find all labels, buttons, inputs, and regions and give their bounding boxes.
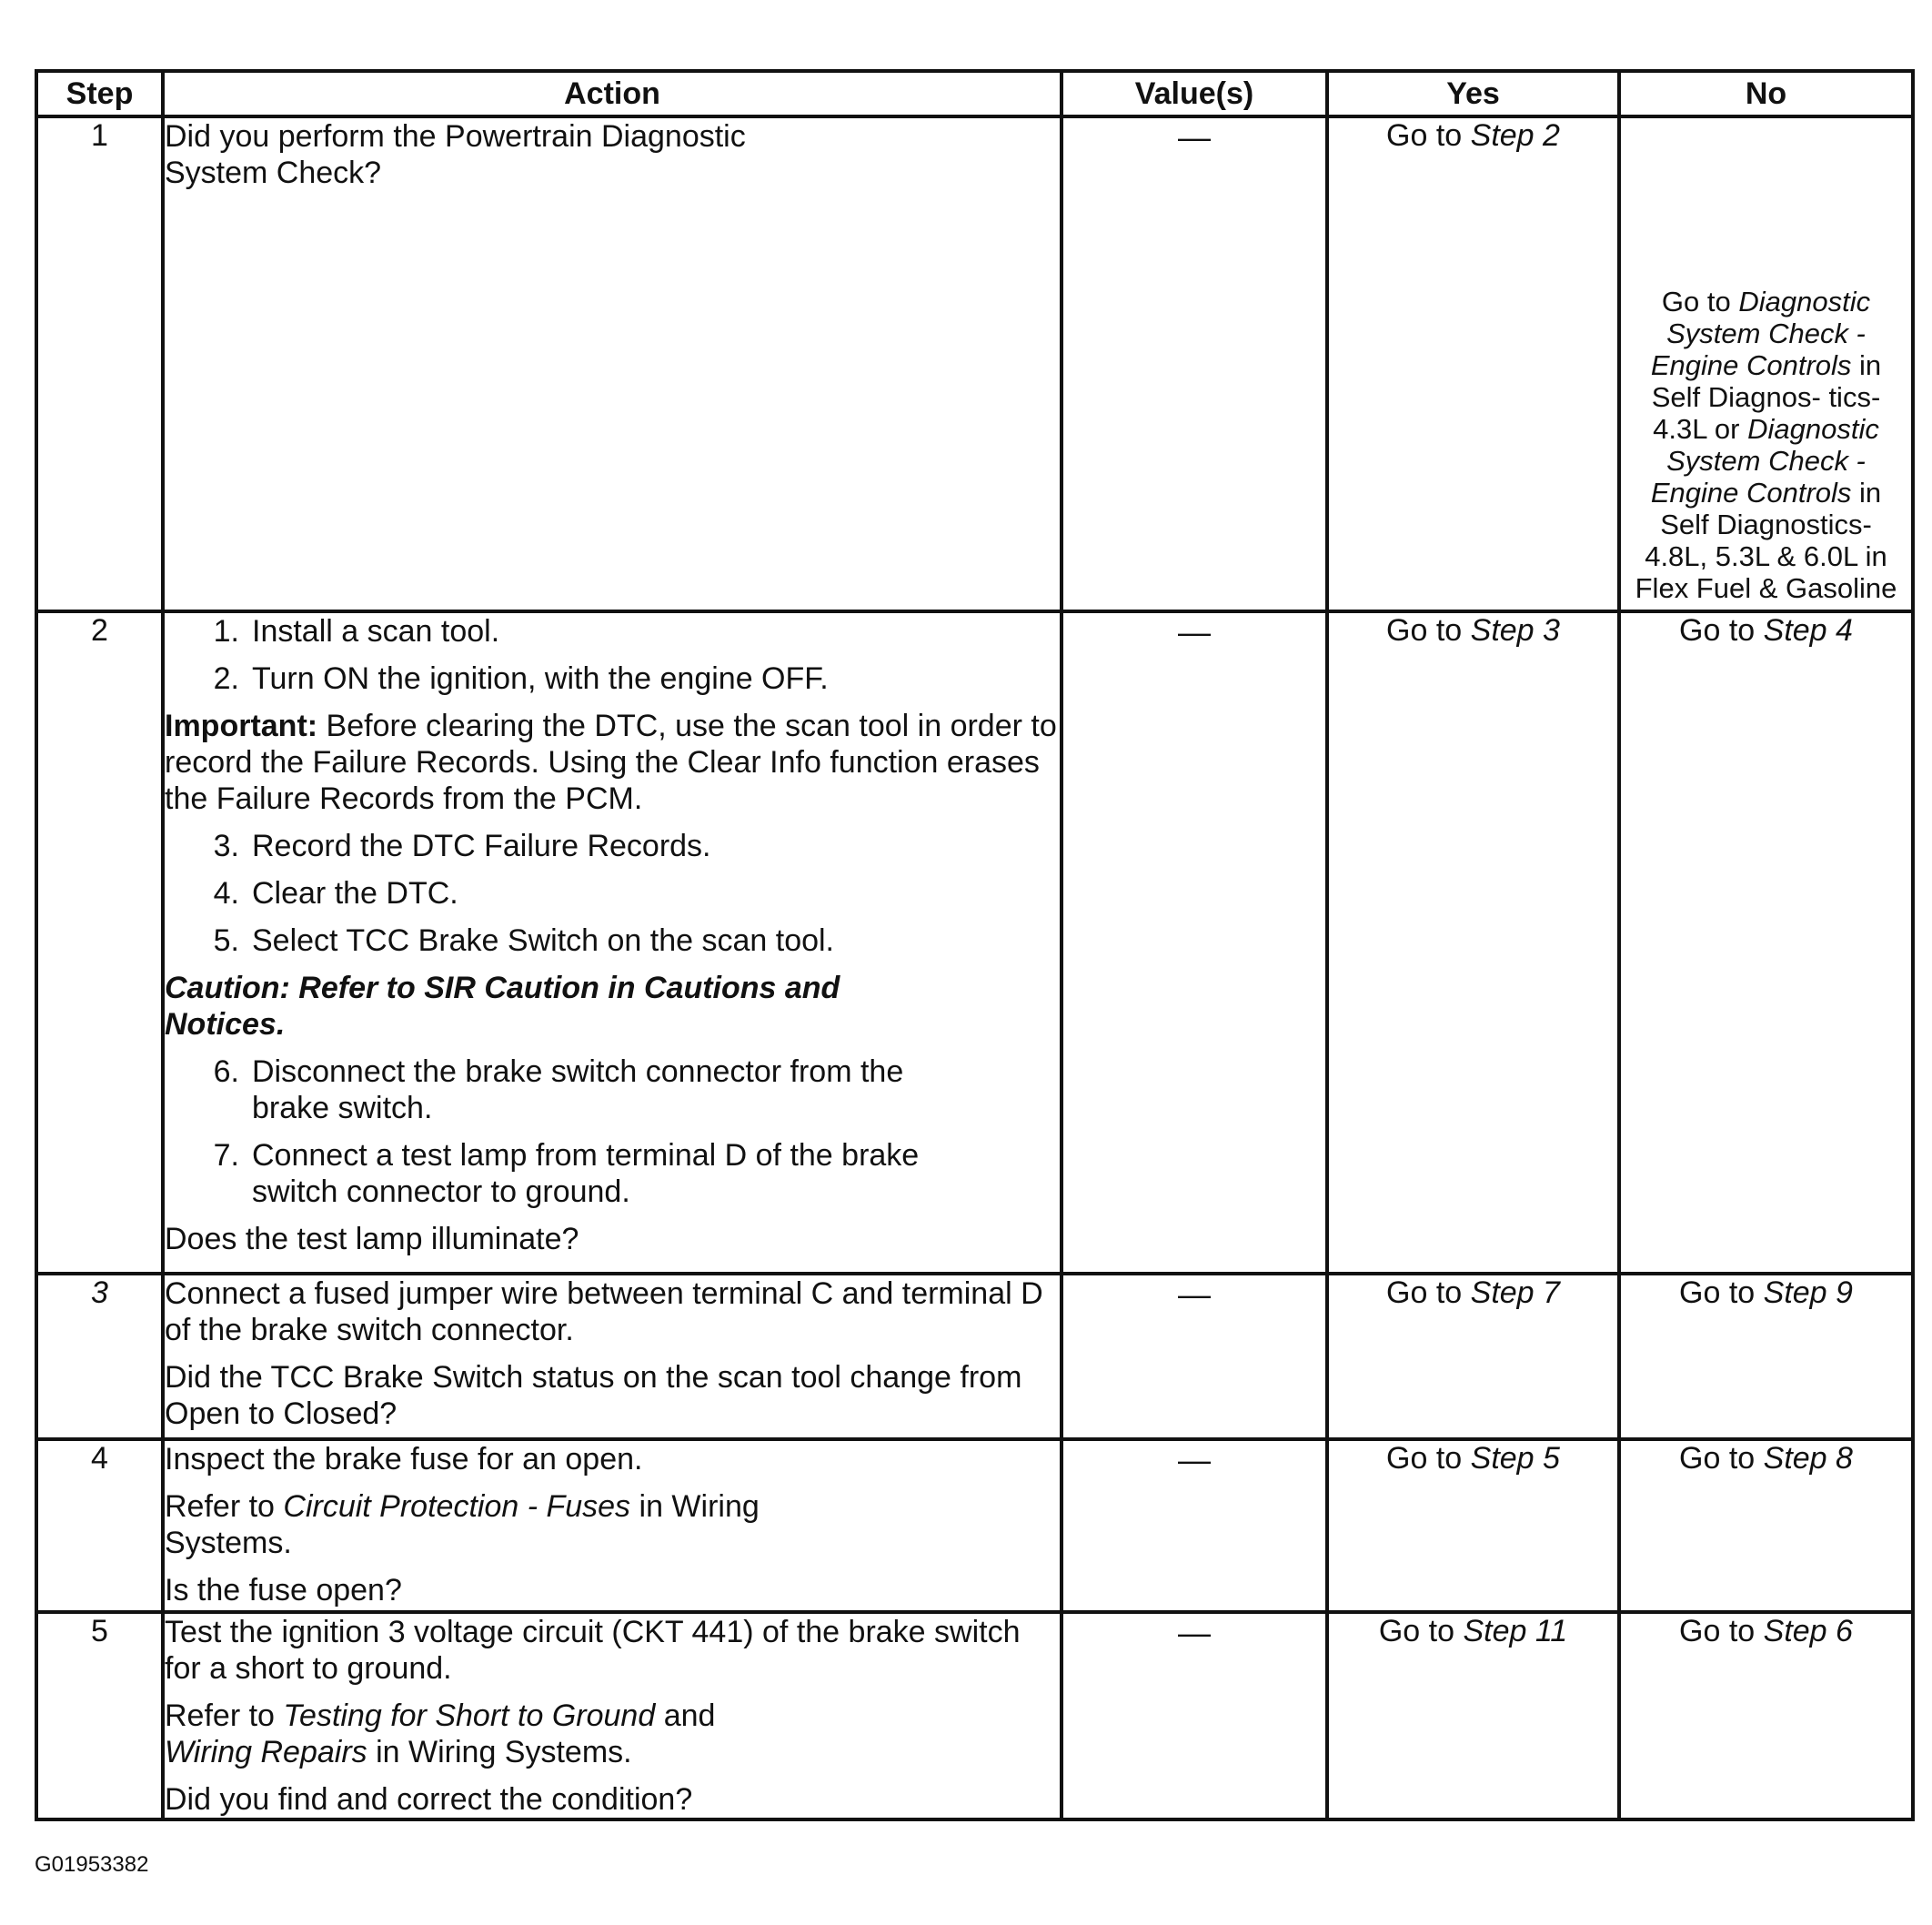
header-step: Step — [36, 71, 163, 116]
list-item: 5. Select TCC Brake Switch on the scan tool. — [213, 923, 835, 958]
no-step-link: Step 8 — [1763, 1441, 1853, 1476]
reference-text: Refer to Circuit Protection - Fuses in Wiring Systems. — [165, 1489, 760, 1560]
question-text: Did the TCC Brake Switch status on the scan tool change from Open to Closed? — [165, 1360, 1022, 1431]
yes-cell — [1327, 1439, 1619, 1612]
no-cell — [1619, 116, 1913, 611]
action-cell — [163, 1439, 1062, 1612]
action-cell — [163, 1612, 1062, 1819]
no-cell — [1619, 1439, 1913, 1612]
no-step-link: Step 4 — [1763, 613, 1853, 648]
list-item: 6. Disconnect the brake switch connector from the brake switch. — [213, 1054, 904, 1125]
step-number: 1 — [36, 116, 163, 611]
value-cell: — — [1062, 1439, 1327, 1612]
table-row-step-5 — [36, 1612, 1913, 1819]
important-text: Before clearing the DTC, use the scan tool in order to record the Failure Records. Using the Clear Info function erases the Failure Records from the PCM. — [165, 709, 1057, 816]
reference-link: Testing for Short to Ground — [283, 1698, 656, 1733]
list-item: 2. Turn ON the ignition, with the engine OFF. — [213, 661, 829, 696]
no-text-2: in Self Diagnos- tics- 4.3L or — [1651, 349, 1882, 445]
question-text: Did you find and correct the condition? — [165, 1782, 693, 1817]
table-row-step-3 — [36, 1274, 1913, 1439]
yes-step-link: Step 7 — [1470, 1275, 1560, 1310]
value-cell: — — [1062, 1274, 1327, 1439]
yes-prefix: Go to — [1386, 613, 1471, 648]
yes-step-link: Step 3 — [1470, 613, 1560, 648]
yes-step-link: Step 5 — [1470, 1441, 1560, 1476]
yes-step-link: Step 11 — [1463, 1614, 1568, 1648]
procedure-list — [165, 613, 1060, 697]
header-yes: Yes — [1327, 71, 1619, 116]
header-values: Value(s) — [1062, 71, 1327, 116]
header-row — [36, 71, 1913, 116]
action-text: Inspect the brake fuse for an open. — [165, 1442, 643, 1477]
no-prefix: Go to — [1679, 1614, 1764, 1648]
reference-link: Wiring Repairs — [165, 1735, 367, 1769]
procedure-list — [165, 828, 1060, 959]
yes-cell — [1327, 1612, 1619, 1819]
value-cell: — — [1062, 611, 1327, 1274]
yes-cell — [1327, 611, 1619, 1274]
question-text: Is the fuse open? — [165, 1573, 402, 1608]
yes-cell — [1327, 1274, 1619, 1439]
yes-cell — [1327, 116, 1619, 611]
no-step-link: Step 9 — [1763, 1275, 1853, 1310]
value-cell: — — [1062, 116, 1327, 611]
no-cell — [1619, 1612, 1913, 1819]
action-text: Test the ignition 3 voltage circuit (CKT 441) of the brake switch for a short to ground. — [165, 1615, 1021, 1686]
no-cell — [1619, 611, 1913, 1274]
step-number: 3 — [36, 1274, 163, 1439]
no-prefix: Go to — [1679, 1275, 1764, 1310]
procedure-list — [165, 1053, 1060, 1210]
action-text: Connect a fused jumper wire between terminal C and terminal D of the brake switch connector. — [165, 1276, 1043, 1347]
action-cell — [163, 116, 1062, 611]
no-text-3: in Self Diagnostics-4.8L, 5.3L & 6.0L in Flex Fuel & Gasoline — [1635, 477, 1897, 604]
reference-link: Circuit Protection - Fuses — [283, 1489, 631, 1524]
action-cell — [163, 611, 1062, 1274]
no-ref-2: Diagnostic System Check -Engine Controls — [1650, 413, 1879, 509]
table-row-step-1 — [36, 116, 1913, 611]
table-row-step-2 — [36, 611, 1913, 1274]
no-step-link: Step 6 — [1763, 1614, 1853, 1648]
step-number: 5 — [36, 1612, 163, 1819]
important-note — [165, 708, 1060, 817]
list-item: 4. Clear the DTC. — [213, 876, 458, 911]
step-number: 4 — [36, 1439, 163, 1612]
yes-step-link: Step 2 — [1470, 118, 1560, 153]
no-text-1: Go to — [1661, 286, 1739, 317]
step-number: 2 — [36, 611, 163, 1274]
important-label: Important: — [165, 709, 318, 743]
no-prefix: Go to — [1679, 613, 1764, 648]
yes-prefix: Go to — [1386, 1441, 1471, 1476]
yes-prefix: Go to — [1378, 1614, 1464, 1648]
figure-id: G01953382 — [35, 1852, 149, 1877]
header-action: Action — [163, 71, 1062, 116]
list-item: 7. Connect a test lamp from terminal D of the brake switch connector to ground. — [213, 1138, 920, 1209]
yes-prefix: Go to — [1386, 1275, 1471, 1310]
action-text: Did you perform the Powertrain Diagnostic System Check? — [165, 119, 746, 190]
list-item: 1. Install a scan tool. — [213, 614, 500, 649]
diagnostic-table — [35, 69, 1915, 1821]
action-cell — [163, 1274, 1062, 1439]
list-item: 3. Record the DTC Failure Records. — [213, 829, 711, 863]
no-ref-1: Diagnostic System Check - Engine Controls — [1650, 286, 1871, 381]
no-cell — [1619, 1274, 1913, 1439]
yes-prefix: Go to — [1386, 118, 1471, 153]
question-text: Does the test lamp illuminate? — [165, 1222, 579, 1256]
value-cell: — — [1062, 1612, 1327, 1819]
caution-note: Caution: Refer to SIR Caution in Cautions and Notices. — [165, 971, 840, 1042]
header-no: No — [1619, 71, 1913, 116]
no-prefix: Go to — [1679, 1441, 1764, 1476]
reference-text: Refer to Testing for Short to Ground and Wiring Repairs in Wiring Systems. — [165, 1698, 716, 1769]
table-row-step-4 — [36, 1439, 1913, 1612]
